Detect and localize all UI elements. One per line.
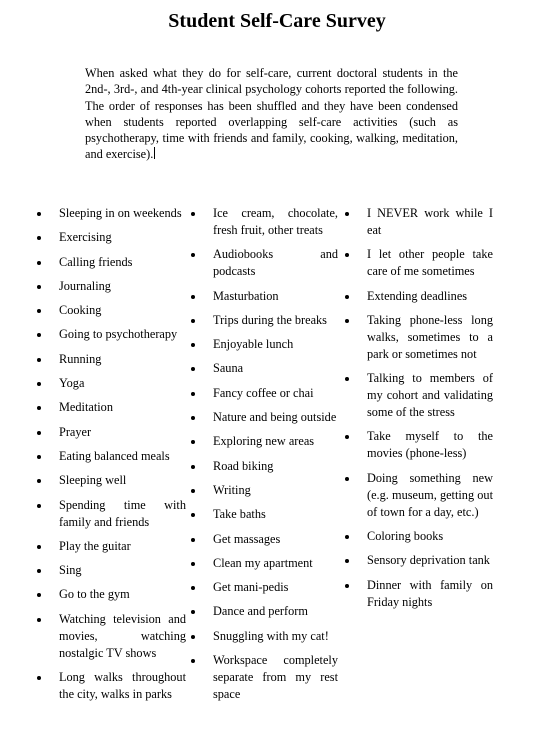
list-item (188, 482, 338, 499)
list-item-text: Eating balanced meals (59, 448, 170, 463)
list-item-text: I let other people take care of me sometimes (367, 247, 493, 279)
intro-text: When asked what they do for self-care, current doctoral students in the 2nd-, 3rd-, and 4th-year clinical psychology cohorts reported the following. The order of responses has been shuffled and they have been condensed when students reported overlapping self-care activities (such as psychotherapy, time with friends and family, cooking, walking, meditation, and exercise). (85, 66, 458, 162)
list-item-text: Cooking (59, 303, 102, 318)
list-item (188, 336, 338, 353)
list-item-text: Doing something new (e.g. museum, getting out of town for a day, etc.) (367, 470, 493, 519)
list-item (34, 351, 186, 368)
list-item (342, 370, 493, 421)
list-item (342, 552, 493, 569)
list-item-text: Take myself to the movies (phone-less) (367, 429, 493, 461)
page-title: Student Self-Care Survey (168, 10, 386, 32)
list-item (188, 531, 338, 548)
list-item (188, 288, 338, 305)
bullet-icon (191, 489, 195, 493)
bullet-icon (191, 659, 195, 663)
activity-list-column-2 (188, 205, 338, 710)
list-item-text: Road biking (213, 458, 274, 473)
bullet-icon (191, 610, 195, 614)
intro-paragraph (85, 65, 458, 163)
list-item (342, 577, 493, 611)
list-item-text: Extending deadlines (367, 288, 468, 303)
list-item-text: Ice cream, chocolate, fresh fruit, other treats (213, 206, 338, 237)
list-item (188, 506, 338, 523)
list-item (188, 555, 338, 572)
bullet-icon (191, 562, 195, 566)
activity-list-column-3 (342, 205, 493, 618)
bullet-icon (37, 618, 41, 622)
list-item-text: Snuggling with my cat! (213, 628, 329, 643)
list-item (34, 538, 186, 555)
list-item-text: Spending time with family and friends (59, 497, 186, 529)
list-item-text: Fancy coffee or chai (213, 385, 314, 400)
bullet-icon (345, 319, 349, 323)
bullet-icon (191, 392, 195, 396)
list-item-text: Enjoyable lunch (213, 337, 294, 352)
list-item (188, 458, 338, 475)
list-item (34, 562, 186, 579)
bullet-icon (345, 559, 349, 563)
bullet-icon (191, 416, 195, 420)
list-item (34, 302, 186, 319)
text-cursor (154, 147, 155, 159)
list-item-text: Journaling (59, 278, 111, 293)
list-item-text: Take baths (213, 507, 266, 522)
list-item-text: Writing (213, 482, 251, 497)
list-item (34, 205, 186, 222)
list-item (188, 312, 338, 329)
bullet-icon (37, 545, 41, 549)
activity-list-column-1 (34, 205, 186, 710)
bullet-icon (345, 435, 349, 439)
list-item-text: Audiobooks and podcasts (213, 247, 338, 279)
bullet-icon (37, 455, 41, 459)
list-item-text: Get mani-pedis (213, 580, 289, 595)
list-item (34, 497, 186, 531)
bullet-icon (191, 295, 195, 299)
list-item (342, 246, 493, 280)
list-item (34, 375, 186, 392)
list-item-text: Masturbation (213, 288, 279, 303)
list-item-text: Watching television and movies, watching nostalgic TV shows (59, 611, 186, 660)
list-item (342, 288, 493, 305)
list-item (34, 586, 186, 603)
bullet-icon (37, 261, 41, 265)
bullet-icon (345, 377, 349, 381)
list-item (342, 428, 493, 462)
bullet-icon (191, 586, 195, 590)
bullet-icon (191, 465, 195, 469)
list-item (188, 579, 338, 596)
bullet-icon (345, 477, 349, 481)
bullet-icon (37, 212, 41, 216)
list-item (34, 424, 186, 441)
bullet-icon (345, 584, 349, 588)
list-item-text: Dance and perform (213, 604, 308, 619)
list-item-text: Get massages (213, 531, 281, 546)
list-item-text: Taking phone-less long walks, sometimes to a park or sometimes not (367, 312, 493, 361)
list-item-text: Talking to members of my cohort and validating some of the stress (367, 371, 493, 420)
list-item (188, 409, 338, 426)
list-item (34, 611, 186, 662)
list-item-text: Dinner with family on Friday nights (367, 577, 493, 609)
list-item (188, 603, 338, 620)
list-item-text: Long walks throughout the city, walks in parks (59, 670, 186, 702)
list-item-text: Sleeping in on weekends (59, 206, 182, 220)
bullet-icon (37, 504, 41, 508)
bullet-icon (191, 440, 195, 444)
bullet-icon (191, 319, 195, 323)
bullet-icon (191, 635, 195, 639)
list-item-text: Prayer (59, 424, 92, 439)
list-item-text: Play the guitar (59, 538, 131, 553)
bullet-icon (345, 535, 349, 539)
bullet-icon (37, 406, 41, 410)
list-item (34, 399, 186, 416)
bullet-icon (191, 513, 195, 517)
list-item (342, 312, 493, 363)
list-item (188, 385, 338, 402)
list-item (188, 628, 338, 645)
bullet-icon (37, 479, 41, 483)
list-item (34, 254, 186, 271)
bullet-icon (345, 212, 349, 216)
bullet-icon (37, 333, 41, 337)
list-item (188, 205, 338, 239)
list-item-text: Meditation (59, 400, 113, 415)
list-item (188, 246, 338, 280)
list-item (188, 652, 338, 703)
bullet-icon (191, 253, 195, 257)
list-item (34, 229, 186, 246)
bullet-icon (37, 358, 41, 362)
list-item (188, 433, 338, 450)
list-item-text: Sing (59, 563, 82, 578)
list-item-text: Running (59, 351, 102, 366)
bullet-icon (37, 676, 41, 680)
bullet-icon (345, 295, 349, 299)
bullet-icon (37, 236, 41, 240)
bullet-icon (37, 569, 41, 573)
bullet-icon (37, 431, 41, 435)
list-item-text: Sauna (213, 361, 244, 376)
list-item-text: Yoga (59, 376, 85, 391)
bullet-icon (191, 212, 195, 216)
list-item (34, 669, 186, 703)
list-item (34, 278, 186, 295)
bullet-icon (37, 285, 41, 289)
bullet-icon (345, 253, 349, 257)
bullet-icon (191, 367, 195, 371)
bullet-icon (37, 593, 41, 597)
list-item (34, 448, 186, 465)
list-item-text: Coloring books (367, 529, 444, 544)
bullet-icon (191, 343, 195, 347)
list-item-text: Workspace completely separate from my rest space (213, 653, 338, 702)
bullet-icon (37, 309, 41, 313)
list-item-text: Sleeping well (59, 473, 127, 488)
list-item-text: Going to psychotherapy (59, 327, 178, 342)
list-item (34, 472, 186, 489)
list-item (188, 360, 338, 377)
list-item-text: Clean my apartment (213, 555, 313, 570)
list-item-text: I NEVER work while I eat (367, 206, 493, 237)
list-item-text: Exploring new areas (213, 434, 315, 449)
list-item-text: Nature and being outside (213, 410, 337, 425)
list-item (34, 326, 186, 343)
bullet-icon (37, 382, 41, 386)
bullet-icon (191, 538, 195, 542)
list-item-text: Sensory deprivation tank (367, 553, 490, 568)
list-item-text: Calling friends (59, 254, 133, 269)
list-item (342, 470, 493, 521)
list-item-text: Exercising (59, 230, 112, 245)
list-item (342, 528, 493, 545)
list-item (342, 205, 493, 239)
list-item-text: Trips during the breaks (213, 312, 327, 327)
list-item-text: Go to the gym (59, 587, 130, 602)
